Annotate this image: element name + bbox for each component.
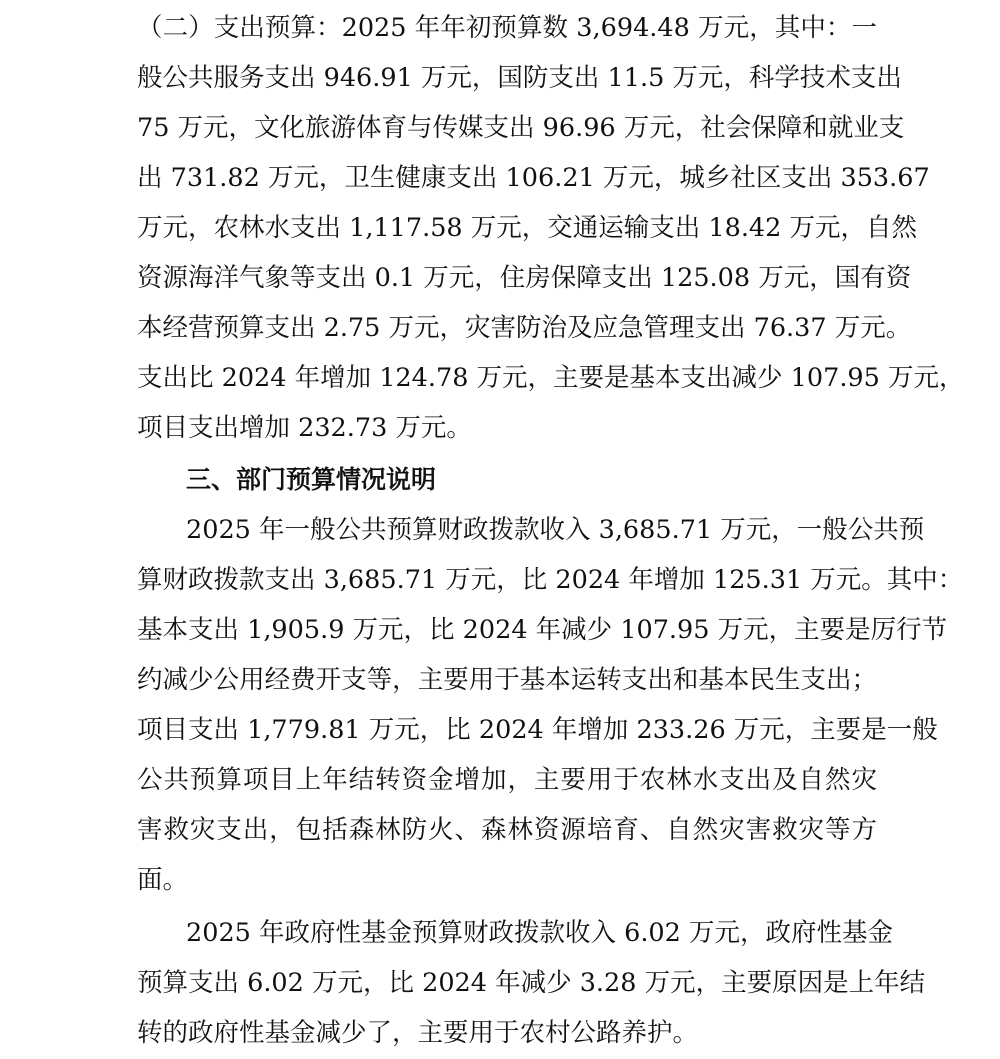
expenditure-budget-line-8: 支出比 2024 年增加 124.78 万元，主要是基本支出减少 107.95 万元， xyxy=(137,363,965,393)
general-budget-line-3: 基本支出 1,905.9 万元，比 2024 年减少 107.95 万元，主要是厉行节 xyxy=(137,615,948,645)
general-budget-line-6: 公共预算项目上年结转资金增加，主要用于农林水支出及自然灾 xyxy=(137,765,877,795)
expenditure-budget-line-7: 本经营预算支出 2.75 万元，灾害防治及应急管理支出 76.37 万元。 xyxy=(137,313,912,343)
fund-budget-line-2: 预算支出 6.02 万元，比 2024 年减少 3.28 万元，主要原因是上年结 xyxy=(137,968,926,998)
general-budget-line-5: 项目支出 1,779.81 万元，比 2024 年增加 233.26 万元，主要是一般 xyxy=(137,715,938,745)
expenditure-budget-line-5: 万元，农林水支出 1,117.58 万元，交通运输支出 18.42 万元，自然 xyxy=(137,213,917,243)
expenditure-budget-line-1: （二）支出预算：2025 年年初预算数 3,694.48 万元，其中：一 xyxy=(137,13,877,43)
expenditure-budget-line-2: 般公共服务支出 946.91 万元，国防支出 11.5 万元，科学技术支出 xyxy=(137,63,902,93)
general-budget-line-1: 2025 年一般公共预算财政拨款收入 3,685.71 万元，一般公共预 xyxy=(186,515,925,545)
section-heading: 三、部门预算情况说明 xyxy=(186,465,437,494)
general-budget-line-8: 面。 xyxy=(137,865,189,895)
expenditure-budget-line-6: 资源海洋气象等支出 0.1 万元，住房保障支出 125.08 万元，国有资 xyxy=(137,263,912,293)
expenditure-budget-line-4: 出 731.82 万元，卫生健康支出 106.21 万元，城乡社区支出 353.67 xyxy=(137,163,930,193)
expenditure-budget-line-3: 75 万元，文化旅游体育与传媒支出 96.96 万元，社会保障和就业支 xyxy=(137,113,905,143)
fund-budget-line-1: 2025 年政府性基金预算财政拨款收入 6.02 万元，政府性基金 xyxy=(186,918,893,948)
general-budget-line-2: 算财政拨款支出 3,685.71 万元，比 2024 年增加 125.31 万元。其中： xyxy=(137,565,964,595)
fund-budget-line-3: 转的政府性基金减少了，主要用于农村公路养护。 xyxy=(137,1018,699,1048)
general-budget-line-4: 约减少公用经费开支等，主要用于基本运转支出和基本民生支出； xyxy=(137,665,877,695)
general-budget-line-7: 害救灾支出，包括森林防火、森林资源培育、自然灾害救灾等方 xyxy=(137,815,877,845)
expenditure-budget-line-9: 项目支出增加 232.73 万元。 xyxy=(137,413,472,443)
